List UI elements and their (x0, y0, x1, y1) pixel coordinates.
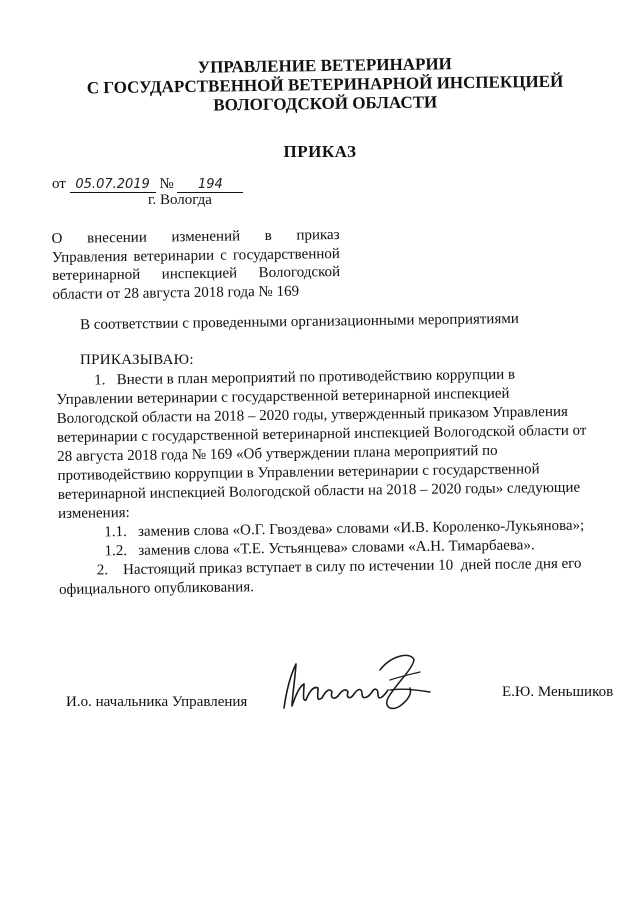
signature-block (0, 650, 640, 730)
order-date-line (52, 176, 243, 193)
handwritten-signature (262, 650, 437, 720)
subject-line: ветеринарной инспекцией Вологодской (52, 263, 341, 285)
body-line: ветеринарии с государственной ветеринарной инспекцией Вологодской области от (56, 422, 587, 446)
from-label: от (52, 176, 66, 192)
subject-line: Управления ветеринарии с государственной (51, 245, 340, 266)
signatory-title: И.о. начальника Управления (66, 694, 248, 710)
header-line: С ГОСУДАРСТВЕННОЙ ВЕТЕРИНАРНОЙ ИНСПЕКЦИЕЙ (86, 71, 564, 98)
order-word: ПРИКАЗЫВАЮ: (80, 352, 194, 368)
signatory-name: Е.Ю. Меньшиков (502, 684, 614, 700)
preamble: В соответствии с проведенными организационными мероприятиями (79, 310, 519, 334)
order-city: г. Вологда (148, 192, 212, 208)
order-date: 05.07.2019 (70, 178, 156, 193)
body-line: 28 августа 2018 года № 169 «Об утверждении плана мероприятий по (57, 442, 498, 465)
header-line: УПРАВЛЕНИЕ ВЕТЕРИНАРИИ (197, 54, 452, 77)
body-line: 2. Настоящий приказ вступает в силу по истечении 10 дней после дня его (96, 555, 582, 579)
number-label: № (159, 176, 174, 192)
order-title: ПРИКАЗ (283, 142, 357, 161)
body-line: изменения: (57, 504, 130, 522)
document-header (60, 52, 591, 116)
header-line: ВОЛОГОДСКОЙ ОБЛАСТИ (213, 92, 438, 115)
order-subject (51, 226, 340, 304)
list-item: 1.2. заменив слова «Т.Е. Устьянцева» словами «А.Н. Тимарбаева». (104, 537, 535, 560)
body-line: противодействию коррупции в Управлении ветеринарии с государственной (57, 461, 540, 484)
order-number: 194 (177, 178, 243, 193)
body-line: Вологодской области на 2018 – 2020 годы, утвержденный приказом Управления (56, 403, 568, 427)
body-line: ветеринарной инспекцией Вологодской области на 2018 – 2020 годы» следующие (57, 479, 581, 503)
subject-line: области от 28 августа 2018 года № 169 (52, 283, 300, 303)
subject-line: О внесении изменений в приказ (51, 226, 340, 248)
list-item: 1.1. заменив слова «О.Г. Гвоздева» словами «И.В. Короленко-Лукьянова»; (104, 517, 585, 541)
body-line: официального опубликования. (58, 579, 255, 598)
body-line: Управлении ветеринарии с государственной ветеринарной инспекцией (56, 385, 510, 408)
order-body (56, 360, 614, 600)
body-line: 1. Внести в план мероприятий по противодействию коррупции в (94, 366, 516, 389)
